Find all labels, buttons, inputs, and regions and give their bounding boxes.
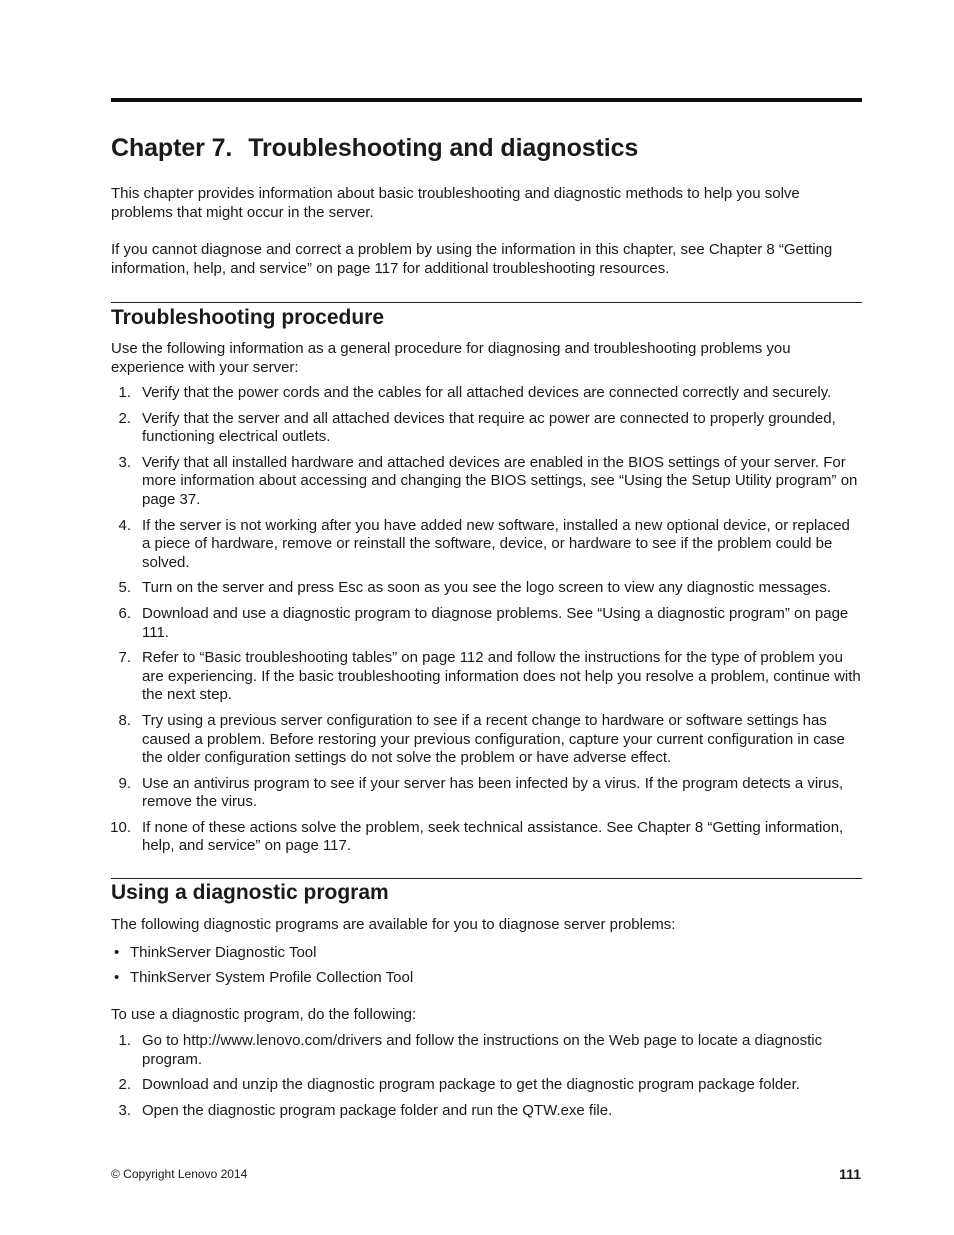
footer-page-number: 111 [839,1166,861,1182]
step-text: Use an antivirus program to see if your server has been infected by a virus. If the program detects a virus, remove the virus. [142,774,844,811]
step-number: 2. [118,409,131,427]
step-text: Verify that the power cords and the cables for all attached devices are connected correctly and securely. [142,384,832,401]
step-text: If the server is not working after you have added new software, installed a new optional device, or replaced a piece of hardware, remove or reinstall the software, device, or hardware to see if the problem could be solved. [142,516,850,571]
step-text: Refer to “Basic troubleshooting tables” on page 112 and follow the instructions for the type of problem you are experiencing. If the basic troubleshooting information does not help you resolve a problem, continue with the next step. [142,649,861,704]
list-item [111,775,862,812]
section-title-troubleshooting: Troubleshooting procedure [111,306,385,329]
step-text: Open the diagnostic program package folder and run the QTW.exe file. [142,1101,613,1119]
step-number: 1. [118,384,131,401]
step-text: Download and use a diagnostic program to diagnose problems. See “Using a diagnostic program” on page 111. [142,604,849,641]
section-rule [111,302,862,303]
list-item [111,605,862,642]
step-number: 3. [118,453,131,471]
step-number: 10. [110,818,131,836]
step-text: Go to http://www.lenovo.com/drivers and follow the instructions on the Web page to locate a diagnostic program. [142,1032,823,1068]
diagnostic-tools-list [111,944,862,994]
procedure-intro: Use the following information as a general procedure for diagnosing and troubleshooting problems you experience with your server: [111,340,791,376]
chapter-intro-paragraph: This chapter provides information about basic troubleshooting and diagnostic methods to help you solve problems that might occur in the server. [111,185,800,221]
section-title-diagnostic: Using a diagnostic program [111,881,389,904]
step-number: 5. [118,579,131,597]
list-item [111,579,862,598]
section-rule [111,878,862,879]
list-item [111,649,862,705]
bullet-icon: • [114,968,120,986]
chapter-title [111,134,638,163]
troubleshooting-steps [111,384,862,863]
step-number: 1. [118,1032,131,1049]
list-item [111,944,862,963]
list-item [111,1076,862,1095]
list-item [111,969,862,988]
step-number: 7. [118,649,131,667]
list-item [111,410,862,447]
step-number: 6. [118,604,131,622]
top-rule [111,98,862,102]
step-text: Verify that all installed hardware and attached devices are enabled in the BIOS settings of your server. For more information about accessing and changing the BIOS settings, see “Using the Setup Utility program” on page 37. [142,453,858,508]
step-text: If none of these actions solve the problem, seek technical assistance. See Chapter 8 “Getting information, help, and service” on page 117. [142,818,844,855]
step-number: 3. [118,1101,131,1119]
diagnostic-howto: To use a diagnostic program, do the following: [111,1006,417,1023]
chapter-number: Chapter 7. [111,134,233,162]
list-item [111,819,862,856]
footer-copyright: © Copyright Lenovo 2014 [111,1167,248,1181]
list-item [111,1102,862,1121]
step-number: 2. [118,1076,131,1094]
list-item [111,712,862,768]
chapter-intro-paragraph: If you cannot diagnose and correct a problem by using the information in this chapter, see Chapter 8 “Getting information, help, and service” on page 117 for additional troubleshooting resources. [111,241,833,277]
step-number: 9. [118,774,131,792]
list-item [111,454,862,510]
step-number: 8. [118,711,131,729]
chapter-name: Troubleshooting and diagnostics [248,134,639,162]
diagnostic-intro: The following diagnostic programs are available for you to diagnose server problems: [111,916,676,933]
tool-name: ThinkServer System Profile Collection Tool [130,968,414,986]
step-text: Download and unzip the diagnostic program package to get the diagnostic program package folder. [142,1076,800,1094]
step-text: Try using a previous server configuration to see if a recent change to hardware or software settings has caused a problem. Before restoring your previous configuration, capture your current configuration in case the older configuration settings do not solve the problem or have adverse effect. [142,711,845,767]
bullet-icon: • [114,944,120,961]
tool-name: ThinkServer Diagnostic Tool [130,944,317,961]
diagnostic-steps [111,1032,862,1127]
step-text: Turn on the server and press Esc as soon as you see the logo screen to view any diagnostic messages. [142,579,831,597]
list-item [111,384,862,403]
step-number: 4. [118,516,131,534]
step-text: Verify that the server and all attached devices that require ac power are connected to properly grounded, functioning electrical outlets. [142,409,836,446]
list-item [111,1032,862,1069]
list-item [111,517,862,573]
